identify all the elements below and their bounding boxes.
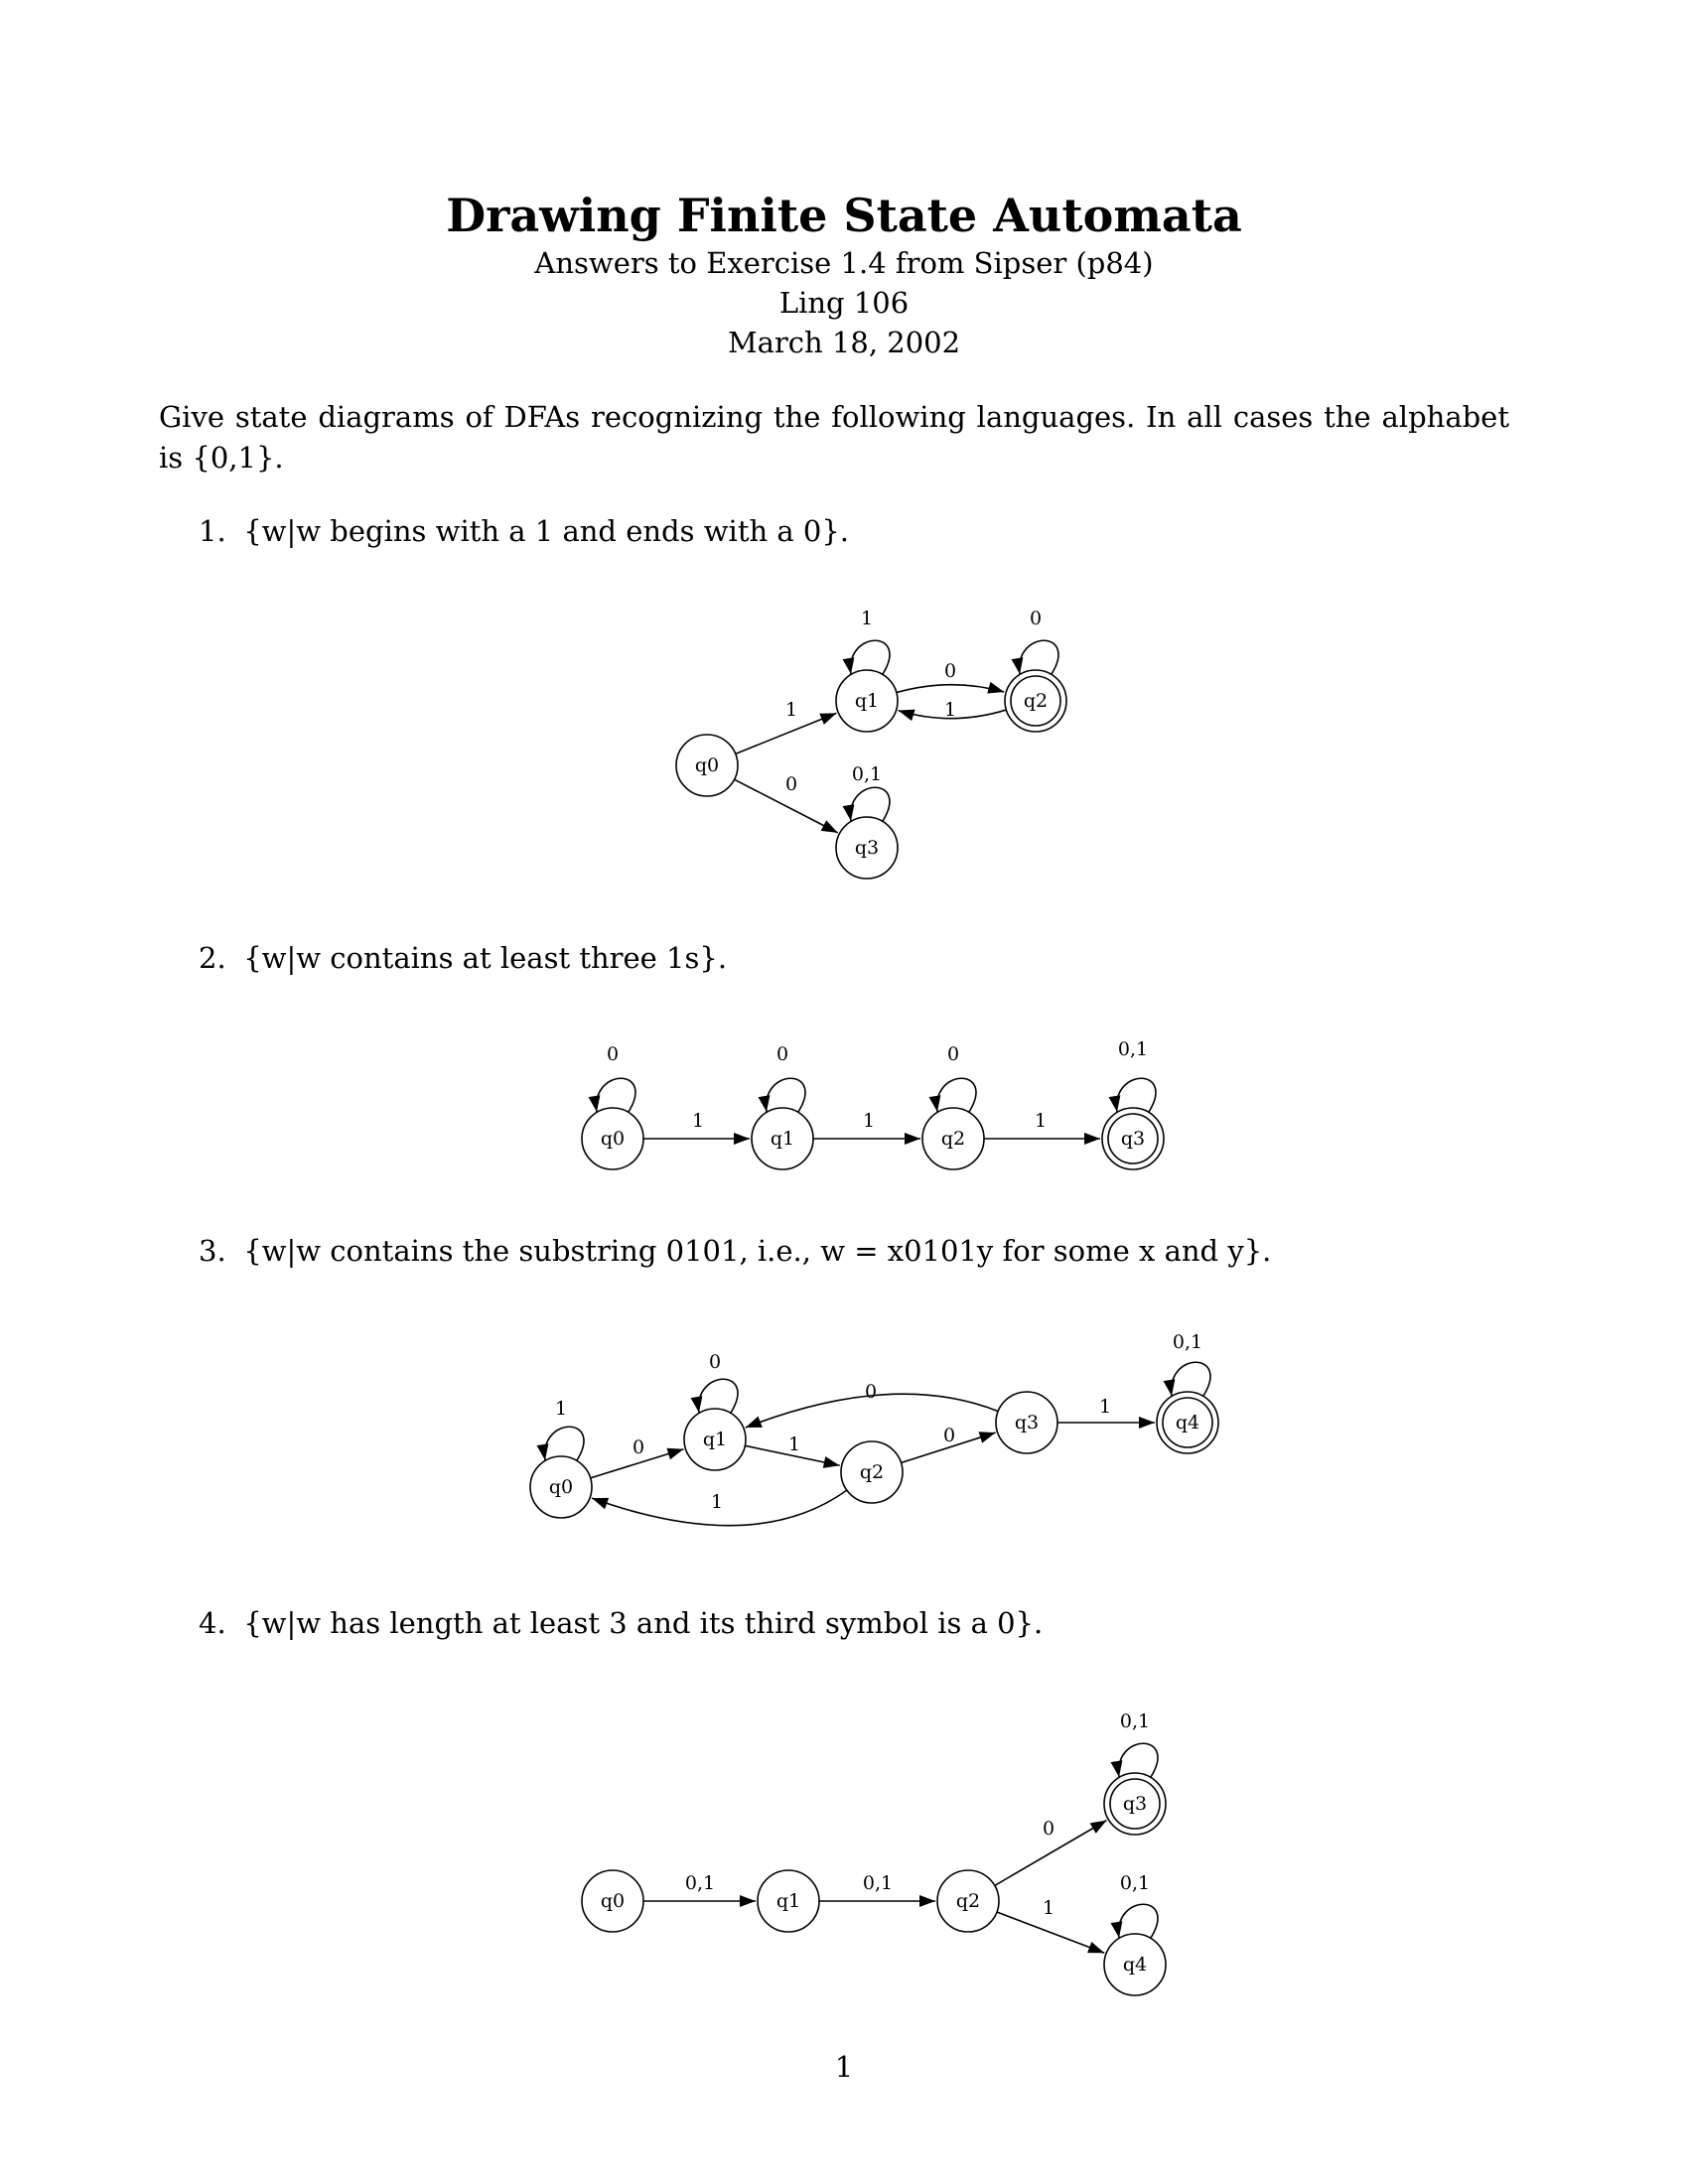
- dfa-1-state-q3: [836, 817, 898, 879]
- dfa-diagram-4: [0, 1688, 1688, 2005]
- dfa-3-state-q3: [996, 1392, 1057, 1453]
- document-date: March 18, 2002: [727, 326, 961, 359]
- dfa-4-self-loop-q4: [1119, 1904, 1158, 1938]
- dfa-diagram-2: [0, 1023, 1688, 1191]
- dfa-3-arrowhead-q0-q1: [666, 1448, 683, 1459]
- dfa-3-arrowhead-q3-q4: [1139, 1417, 1155, 1429]
- dfa-1-arrowhead-q3-q3: [843, 804, 855, 821]
- dfa-4-state-q2: [937, 1870, 999, 1932]
- dfa-3-transition-q3-q1: [746, 1381, 998, 1428]
- dfa-2-state-label: q1: [770, 1128, 795, 1150]
- dfa-4-transition-label: 0: [1042, 1818, 1055, 1840]
- dfa-3-transition-q2-q0: [592, 1490, 847, 1526]
- dfa-4-arrowhead-q2-q3: [1090, 1821, 1107, 1834]
- dfa-3-transition-label: 0: [632, 1436, 645, 1458]
- dfa-4-transition-q2-q3: [995, 1818, 1107, 1885]
- dfa-2-state-q2: [922, 1108, 984, 1169]
- dfa-2-transition-label: 1: [862, 1110, 876, 1132]
- dfa-2-transition-q3-q3: [1109, 1038, 1156, 1112]
- dfa-1-state-label: q2: [1023, 690, 1049, 712]
- problem-3-statement: [199, 1234, 1271, 1268]
- dfa-4-transition-label: 0,1: [1119, 1872, 1151, 1894]
- dfa-2-self-loop-q3: [1117, 1078, 1156, 1112]
- dfa-diagram-3: [0, 1310, 1688, 1539]
- dfa-diagram-1: [0, 586, 1688, 864]
- dfa-2-state-label: q3: [1120, 1128, 1146, 1150]
- dfa-4-transition-label: 0,1: [862, 1872, 894, 1894]
- dfa-1-arrowhead-q2-q2: [1012, 657, 1024, 674]
- dfa-3-transition-label: 0: [708, 1351, 722, 1373]
- dfa-2-self-loop-q1: [767, 1078, 805, 1112]
- dfa-4-transition-q3-q3: [1111, 1710, 1158, 1777]
- dfa-4-state-q1: [758, 1870, 819, 1932]
- dfa-1-arrowhead-q1-q2: [987, 682, 1004, 694]
- dfa-2-state-q3: [1102, 1108, 1164, 1169]
- dfa-1-transition-q1-q1: [843, 608, 890, 674]
- dfa-1-transition-label: 1: [860, 608, 874, 629]
- dfa-2-arrowhead-q0-q0: [589, 1095, 601, 1112]
- dfa-4-arrowhead-q4-q4: [1111, 1921, 1123, 1938]
- dfa-2-state-q1: [752, 1108, 813, 1169]
- dfa-3-state-q1: [684, 1409, 746, 1470]
- dfa-3-transition-label: 1: [787, 1433, 801, 1455]
- dfa-4-state-label: q1: [775, 1890, 801, 1912]
- dfa-1-self-loop-q1: [851, 640, 890, 674]
- dfa-1-self-loop-q2: [1020, 640, 1058, 674]
- dfa-1-transition-q1-q2: [897, 660, 1004, 693]
- dfa-2-transition-label: 0: [606, 1043, 620, 1065]
- dfa-2-state-q0: [582, 1108, 643, 1169]
- problem-2-statement: [199, 941, 727, 975]
- dfa-4-state-q4: [1104, 1934, 1166, 1995]
- dfa-3-transition-label: 1: [554, 1398, 568, 1420]
- dfa-4-transition-q4-q4: [1111, 1872, 1158, 1938]
- dfa-1-transition-label: 0: [1029, 608, 1043, 629]
- dfa-1-state-label: q1: [854, 690, 880, 712]
- dfa-2-transition-q1-q1: [759, 1043, 805, 1112]
- dfa-4-transition-q2-q4: [997, 1897, 1104, 1953]
- dfa-3-arrowhead-q0-q0: [537, 1443, 549, 1460]
- dfa-2-arrowhead-q1-q1: [759, 1095, 771, 1112]
- dfa-2-transition-label: 0,1: [1117, 1038, 1149, 1060]
- dfa-4-state-label: q4: [1122, 1954, 1148, 1976]
- problem-3-text: {w|w contains the substring 0101, i.e., w = x0101y for some x and y}.: [243, 1234, 1272, 1268]
- dfa-1-arrowhead-q0-q3: [821, 820, 838, 833]
- dfa-2-transition-q2-q3: [984, 1110, 1100, 1145]
- dfa-1-arrowhead-q1-q1: [843, 657, 855, 674]
- dfa-2-transition-label: 1: [1034, 1110, 1048, 1132]
- problem-1-number: 1.: [199, 514, 226, 548]
- dfa-1-state-q2: [1005, 670, 1066, 732]
- dfa-3-state-label: q1: [702, 1429, 728, 1450]
- dfa-1-arrowhead-q2-q1: [899, 710, 915, 721]
- dfa-3-self-loop-q0: [545, 1427, 584, 1460]
- dfa-3-transition-q1-q1: [691, 1351, 738, 1413]
- dfa-1-arrowhead-q0-q1: [819, 713, 836, 725]
- subtitle: Answers to Exercise 1.4 from Sipser (p84): [534, 246, 1154, 280]
- dfa-3-transition-label: 1: [710, 1491, 724, 1513]
- dfa-4-arrowhead-q2-q4: [1087, 1942, 1104, 1953]
- dfa-3-transition-label: 1: [1098, 1396, 1112, 1418]
- course-name: Ling 106: [778, 286, 910, 320]
- intro-paragraph: Give state diagrams of DFAs recognizing the following languages. In all cases the alphabet is {0,1}.: [159, 400, 1509, 475]
- dfa-4-self-loop-q3: [1119, 1743, 1158, 1777]
- dfa-3-transition-q4-q4: [1164, 1331, 1210, 1396]
- page-number: 1: [834, 2050, 854, 2084]
- dfa-2-self-loop-q0: [597, 1078, 635, 1112]
- dfa-3-state-label: q3: [1014, 1412, 1040, 1433]
- dfa-3-arrowhead-q4-q4: [1164, 1379, 1176, 1396]
- dfa-3-arrowhead-q1-q2: [823, 1456, 840, 1468]
- dfa-4-state-label: q2: [955, 1890, 981, 1912]
- dfa-4-transition-q1-q2: [819, 1872, 935, 1907]
- dfa-1-state-q1: [836, 670, 898, 732]
- dfa-2-transition-q2-q2: [929, 1043, 976, 1112]
- dfa-2-arrowhead-q0-q1: [734, 1133, 750, 1145]
- problem-2-text: {w|w contains at least three 1s}.: [243, 941, 728, 975]
- dfa-2-transition-q1-q2: [813, 1110, 920, 1145]
- dfa-1-transition-q0-q1: [736, 699, 837, 753]
- dfa-1-transition-label: 0: [784, 773, 798, 795]
- dfa-4-transition-label: 0,1: [1119, 1710, 1151, 1732]
- dfa-1-state-label: q3: [854, 837, 880, 859]
- dfa-4-state-label: q3: [1122, 1793, 1148, 1815]
- dfa-4-arrowhead-q3-q3: [1111, 1760, 1123, 1777]
- dfa-2-transition-q0-q1: [643, 1110, 750, 1145]
- dfa-3-arrowhead-q1-q1: [691, 1396, 703, 1413]
- dfa-2-arrowhead-q2-q2: [929, 1095, 941, 1112]
- problem-2-number: 2.: [199, 941, 226, 975]
- dfa-1-state-label: q0: [694, 754, 720, 776]
- dfa-4-arrowhead-q0-q1: [740, 1895, 756, 1907]
- dfa-1-transition-label: 1: [943, 699, 957, 721]
- dfa-3-state-label: q4: [1175, 1412, 1200, 1433]
- dfa-4-transition-label: 0,1: [684, 1872, 716, 1894]
- dfa-3-transition-q0-q1: [591, 1436, 684, 1478]
- dfa-4-transition-q0-q1: [643, 1872, 756, 1907]
- dfa-3-state-q2: [841, 1441, 903, 1503]
- dfa-2-self-loop-q2: [937, 1078, 976, 1112]
- dfa-3-state-label: q0: [548, 1476, 574, 1498]
- dfa-3-state-q4: [1157, 1392, 1218, 1453]
- dfa-4-arrowhead-q1-q2: [919, 1895, 935, 1907]
- dfa-1-transition-q0-q3: [735, 773, 838, 833]
- dfa-3-arrowhead-q3-q1: [746, 1417, 763, 1428]
- dfa-3-arrowhead-q2-q3: [979, 1432, 996, 1442]
- problem-4-number: 4.: [199, 1606, 226, 1640]
- problem-4-statement: [199, 1606, 1043, 1640]
- dfa-2-arrowhead-q1-q2: [905, 1133, 920, 1145]
- dfa-2-transition-label: 0: [946, 1043, 960, 1065]
- dfa-3-transition-q2-q3: [902, 1425, 996, 1463]
- problem-1-text: {w|w begins with a 1 and ends with a 0}.: [243, 514, 849, 548]
- dfa-3-transition-label: 0,1: [1172, 1331, 1203, 1353]
- dfa-3-transition-q0-q0: [537, 1398, 584, 1460]
- dfa-2-arrowhead-q3-q3: [1109, 1095, 1121, 1112]
- dfa-3-state-q0: [530, 1456, 592, 1518]
- dfa-4-state-q0: [582, 1870, 643, 1932]
- problem-4-text: {w|w has length at least 3 and its third symbol is a 0}.: [243, 1606, 1044, 1640]
- dfa-1-transition-q3-q3: [843, 763, 890, 821]
- dfa-3-transition-label: 0: [864, 1381, 878, 1403]
- dfa-1-state-q0: [676, 735, 738, 796]
- dfa-3-self-loop-q1: [699, 1379, 738, 1413]
- dfa-4-state-label: q0: [600, 1890, 626, 1912]
- dfa-2-transition-label: 0: [775, 1043, 789, 1065]
- dfa-2-state-label: q0: [600, 1128, 626, 1150]
- dfa-3-arrowhead-q2-q0: [592, 1498, 609, 1509]
- dfa-1-transition-q2-q1: [899, 699, 1007, 721]
- problem-1-statement: [199, 514, 849, 548]
- dfa-1-transition-label: 0,1: [851, 763, 883, 785]
- problem-3-number: 3.: [199, 1234, 226, 1268]
- dfa-3-transition-q3-q4: [1057, 1396, 1155, 1429]
- dfa-1-self-loop-q3: [851, 787, 890, 821]
- dfa-2-state-label: q2: [940, 1128, 966, 1150]
- dfa-2-arrowhead-q2-q3: [1084, 1133, 1100, 1145]
- dfa-2-transition-label: 1: [691, 1110, 705, 1132]
- dfa-1-transition-label: 1: [784, 699, 798, 721]
- dfa-3-transition-label: 0: [942, 1425, 956, 1446]
- dfa-3-state-label: q2: [859, 1461, 885, 1483]
- dfa-1-transition-q2-q2: [1012, 608, 1058, 674]
- dfa-2-transition-q0-q0: [589, 1043, 635, 1112]
- dfa-3-self-loop-q4: [1172, 1362, 1210, 1396]
- dfa-3-transition-q1-q2: [745, 1433, 839, 1468]
- dfa-4-transition-label: 1: [1042, 1897, 1055, 1919]
- page-title: Drawing Finite State Automata: [446, 189, 1242, 242]
- dfa-4-state-q3: [1104, 1773, 1166, 1835]
- dfa-1-transition-label: 0: [943, 660, 957, 682]
